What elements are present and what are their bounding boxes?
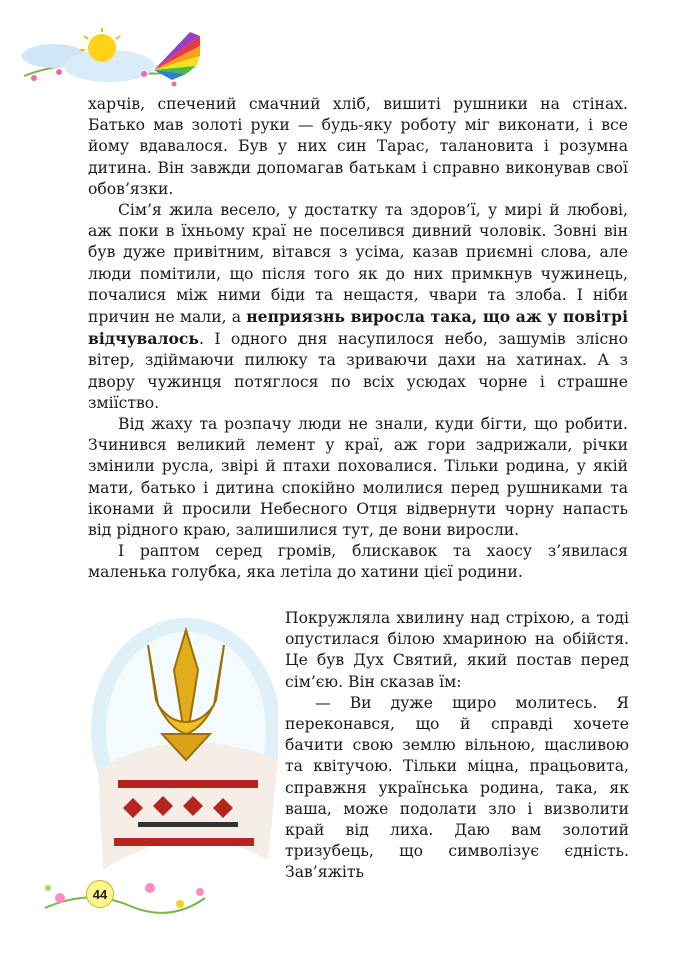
paragraph-1: харчів, спечений смачний хліб, вишиті рушники на стінах. Батько мав золоті руки — будь-яку роботу міг виконати, і все йому вдавалося. Був у них син Тарас, талановита і розумна дитина. Він завжди допомагав батькам і справно виконував свої обов’язки. <box>88 95 628 198</box>
paragraph-4: І раптом серед громів, блискавок та хаосу з’явилася маленька голубка, яка летіла до хатини цієї родини. <box>88 542 628 582</box>
bold-phrase: неприязнь виросла така, що аж у повітрі відчувалось <box>88 307 628 349</box>
paragraph-5: Покружляла хвилину над стріхою, а тоді опустилася білою хмариною на обійстя. Це був Дух Святий, який постав перед сім’єю. Він сказав їм: <box>285 609 629 691</box>
paragraph-2: Сім’я жила весело, у достатку та здоров’ї, у мирі й любові, аж поки в їхньому краї не поселився дивний чоловік. Зовні він був дуже привітним, вітався з усіма, казав приємні слова, але люди помітили, що після того як до них примкнув чужинець, почалися між ними біди та нещастя, чвари та злоба. І ніби причин не мали, а неприязнь виросла така, що аж у повітрі відчувалось. І одного дня насупилося небо, зашумів злісно вітер, здіймаючи пилюку та зриваючи дахи на хатинах. А з двору чужинця потяглося по всіх усюдах чорне і страшне зміїство. <box>88 201 628 412</box>
footer-flower-decoration <box>40 868 210 918</box>
header-sun-rainbow-decoration <box>14 26 204 94</box>
paragraph-6: — Ви дуже щиро молитесь. Я переконався, що й справді хочете бачити свою землю вільною, щасливою та квітучою. Тільки міцна, працьовита, справжня українська родина, така, як ваша, може подолати зло і визволити край від лиха. Даю вам золотий тризубець, що символізує єдність. Зав’яжіть <box>285 693 629 882</box>
page-number: 44 <box>86 880 114 908</box>
wrapped-text-block <box>285 608 629 884</box>
main-text-block <box>88 94 628 584</box>
trident-rushnyk-illustration <box>78 610 278 880</box>
paragraph-3: Від жаху та розпачу люди не знали, куди бігти, що робити. Зчинився великий лемент у краї, аж гори задрижали, річки змінили русла, звірі й птахи поховалися. Тільки родина, у якій мати, батько і дитина спокійно молилися перед рушниками та іконами й просили Небесного Отця відвернути чорну напасть від рідного краю, залишилися тут, де вони виросли. <box>88 415 628 540</box>
